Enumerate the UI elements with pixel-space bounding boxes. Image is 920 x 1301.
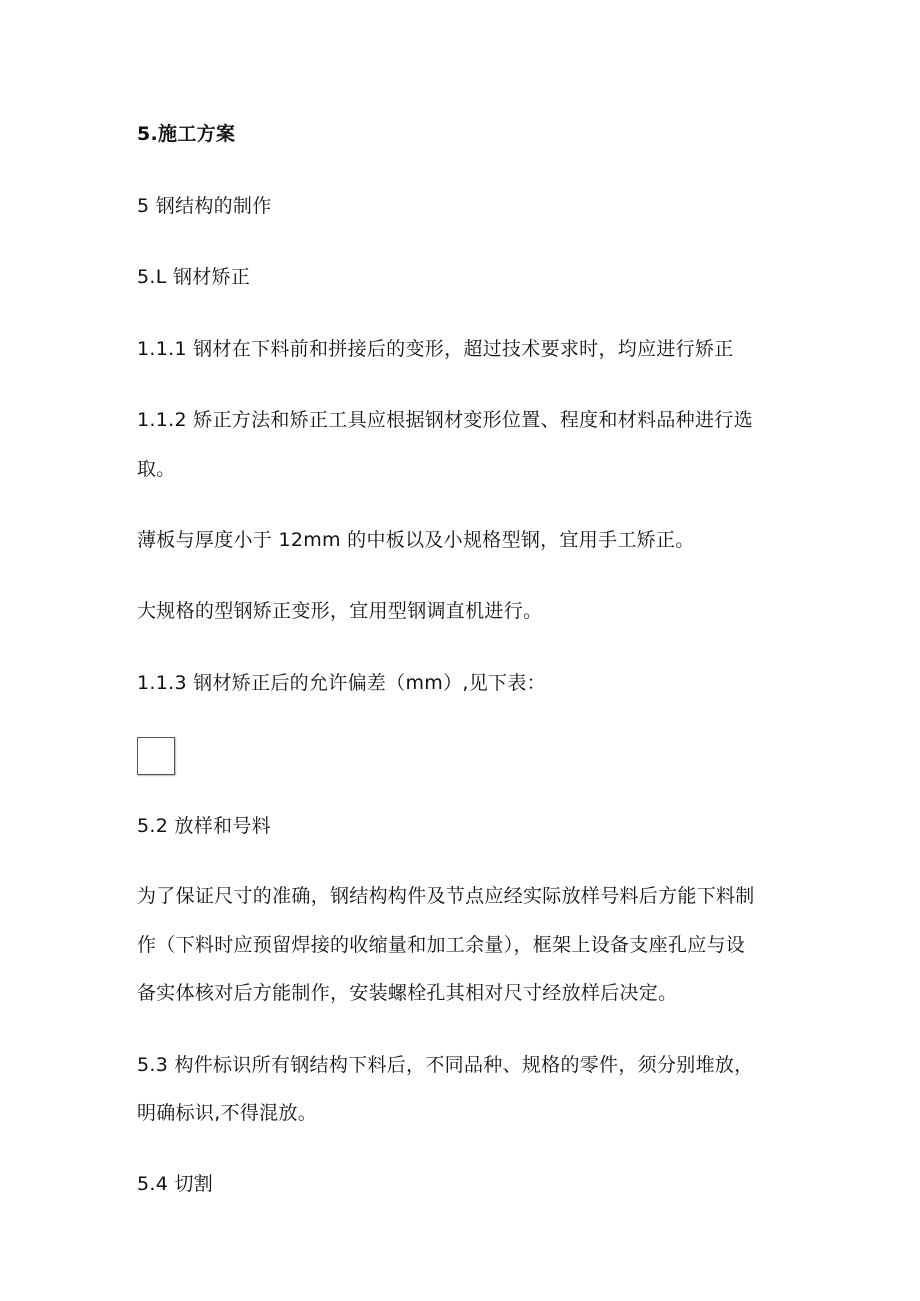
clause-1-1-2-line1: 1.1.2 矫正方法和矫正工具应根据钢材变形位置、程度和材料品种进行选 [137, 409, 753, 431]
paragraph-layout-line3: 备实体核对后方能制作，安装螺栓孔其相对尺寸经放样后决定。 [137, 982, 678, 1004]
heading-steel-fabrication: 5 钢结构的制作 [137, 195, 272, 217]
clause-1-1-2-line2: 取。 [137, 458, 176, 480]
paragraph-layout-line2: 作（下料时应预留焊接的收缩量和加工余量），框架上设备支座孔应与设 [137, 934, 746, 956]
paragraph-thin-plate: 薄板与厚度小于 12mm 的中板以及小规格型钢，宜用手工矫正。 [137, 529, 695, 551]
heading-cutting: 5.4 切割 [137, 1173, 214, 1195]
section-title: 5.施工方案 [137, 123, 236, 145]
paragraph-large-section: 大规格的型钢矫正变形，宜用型钢调直机进行。 [137, 600, 543, 622]
table-image-placeholder [137, 737, 175, 775]
clause-1-1-3: 1.1.3 钢材矫正后的允许偏差（mm）,见下表： [137, 672, 546, 694]
clause-1-1-1: 1.1.1 钢材在下料前和拼接后的变形，超过技术要求时，均应进行矫正 [137, 338, 734, 360]
heading-steel-straightening: 5.L 钢材矫正 [137, 266, 251, 288]
heading-layout-marking: 5.2 放样和号料 [137, 815, 271, 837]
paragraph-layout-line1: 为了保证尺寸的准确，钢结构构件及节点应经实际放样号料后方能下料制 [137, 885, 755, 907]
clause-5-3-line2: 明确标识,不得混放。 [137, 1102, 318, 1124]
clause-5-3-line1: 5.3 构件标识所有钢结构下料后，不同品种、规格的零件，须分别堆放， [137, 1054, 754, 1076]
